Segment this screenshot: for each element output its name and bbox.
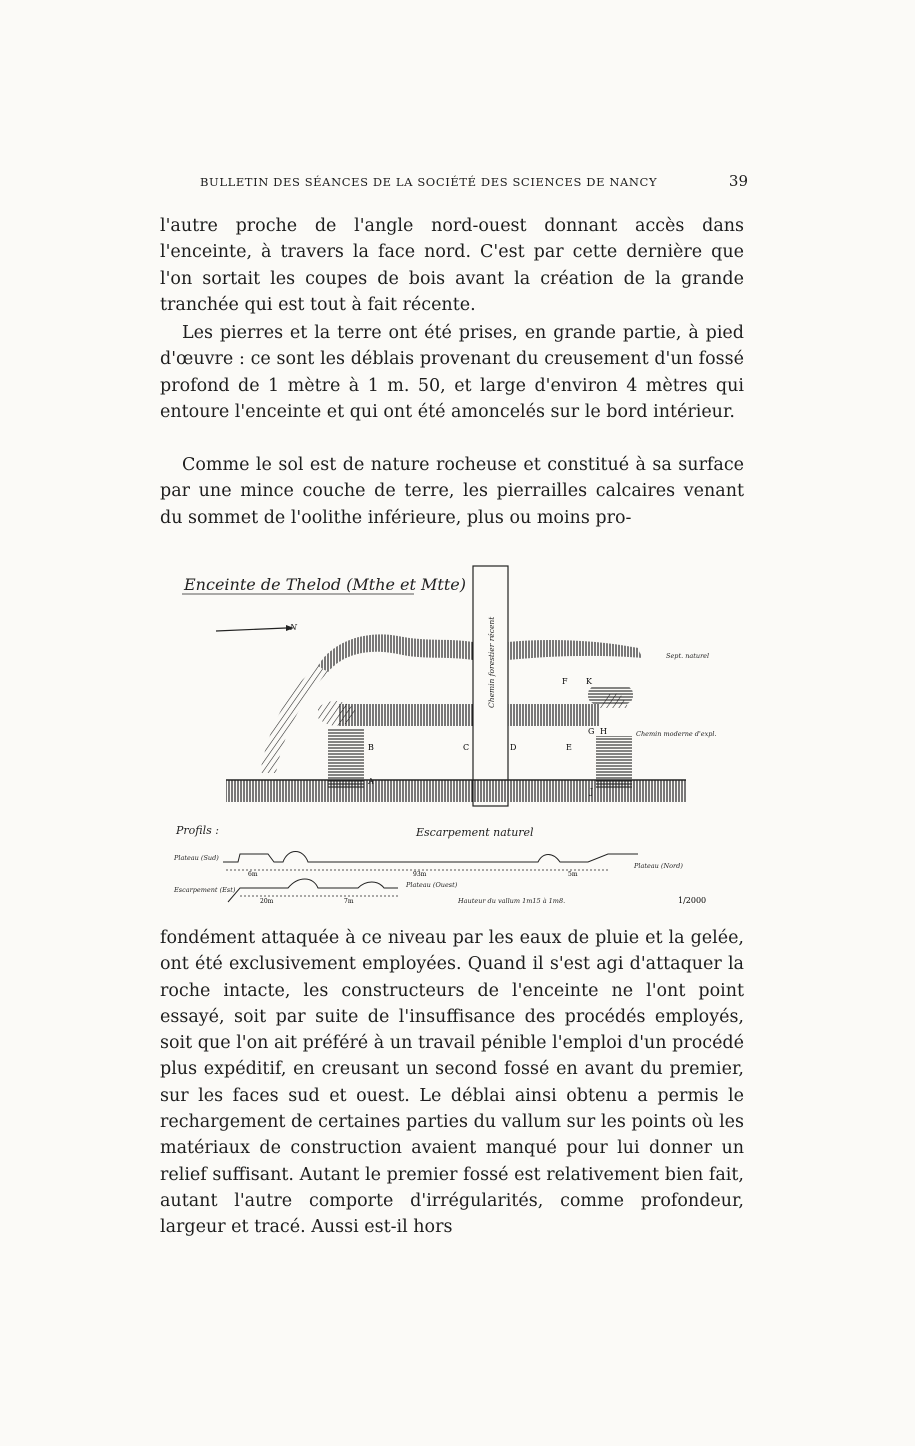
- paragraph-4: fondément attaquée à ce niveau par les eaux de pluie et la gelée, ont été exclusivement employées. Quand il s'est agi d'attaquer la roche intacte, les constructeurs de l'enceinte ne l'ont point essayé, soit par suite de l'insuffisance des procédés employés, soit que l'on ait préféré à un travail pénible l'emploi d'un procédé plus expéditif, en creusant un second fossé en avant du premier, sur les faces sud et ouest. Le déblai ainsi obtenu a permis le rechargement de certaines parties du vallum sur les points où les matériaux de construction avaient manqué pour lui donner un relief suffisant. Autant le premier fossé est relativement bien fait, autant l'autre comporte d'irrégularités, comme profondeur, largeur et tracé. Aussi est-il hors: [160, 928, 744, 1238]
- escarpment-label: Escarpement naturel: [416, 826, 534, 839]
- profile-bottom-mid: Plateau (Ouest): [406, 881, 458, 889]
- inner-rampart-west: [338, 704, 473, 726]
- profile-note: Hauteur du vallum 1m15 à 1m8.: [458, 897, 566, 905]
- point-c: C: [463, 743, 470, 752]
- figure-title: Enceinte de Thelod (Mthe et Mtte): [184, 575, 466, 594]
- paragraph-3: Comme le sol est de nature rocheuse et constitué à sa surface par une mince couche de terre, les pierrailles calcaires venant du sommet de l'oolithe inférieure, plus ou moins pro-: [160, 455, 744, 528]
- west-rampart: [260, 666, 328, 773]
- running-title: BULLETIN DES SÉANCES DE LA SOCIÉTÉ DES SCIENCES DE NANCY: [200, 175, 658, 189]
- right-label-top: Sept. naturel: [666, 652, 710, 660]
- inner-rampart-east: [508, 704, 600, 726]
- profile-bottom-left: Escarpement (Est): [174, 886, 236, 894]
- profile-top-dim-5: 93m: [413, 871, 427, 878]
- profile-top-right: Plateau (Nord): [634, 862, 683, 870]
- point-k: K: [586, 677, 592, 686]
- point-d: D: [510, 743, 517, 752]
- north-label: N: [290, 623, 297, 632]
- north-arrow: [216, 628, 286, 631]
- enceinte-plan-figure: [168, 558, 728, 918]
- scale-mark: 1/2000: [678, 896, 707, 905]
- profiles-label: Profils :: [176, 824, 219, 837]
- bastion-b: [328, 728, 364, 788]
- point-h: H: [600, 727, 607, 736]
- paragraph-1: l'autre proche de l'angle nord-ouest donnant accès dans l'enceinte, à travers la face nord. C'est par cette dernière que l'on sortait les coupes de bois avant la création de la grande tranchée qui est tout à fait récente.: [160, 216, 744, 315]
- right-label-mid: Chemin moderne d'expl.: [636, 730, 717, 738]
- profile-north-south: [173, 852, 683, 879]
- profile-top-left: Plateau (Sud): [174, 854, 219, 862]
- paragraph-2: Les pierres et la terre ont été prises, en grande partie, à pied d'œuvre : ce sont les déblais provenant du creusement d'un fossé profond de 1 mètre à 1 m. 50, et large d'environ 4 mètres qui entoure l'enceinte et qui ont été amoncelés sur le bord intérieur.: [160, 323, 744, 422]
- point-e: E: [566, 743, 572, 752]
- point-b: B: [368, 743, 374, 752]
- profile-bottom-dim-1: 20m: [260, 898, 274, 905]
- profile-bottom-dim-4: 7m: [344, 898, 354, 905]
- point-g: G: [588, 727, 595, 736]
- plan-drawing: [168, 558, 728, 918]
- point-f: F: [562, 677, 568, 686]
- profile-top-dim-2: 6m: [248, 871, 258, 878]
- ne-bastion: [588, 686, 633, 704]
- page-number: 39: [728, 172, 748, 190]
- north-rampart-west: [318, 634, 473, 672]
- running-header: [200, 172, 748, 194]
- profile-east-west: [173, 879, 565, 905]
- north-rampart-east: [508, 640, 642, 660]
- road-label: Chemin forestier récent: [487, 616, 496, 708]
- profile-top-dim-6: 5m: [568, 871, 578, 878]
- natural-escarpment: [226, 780, 686, 802]
